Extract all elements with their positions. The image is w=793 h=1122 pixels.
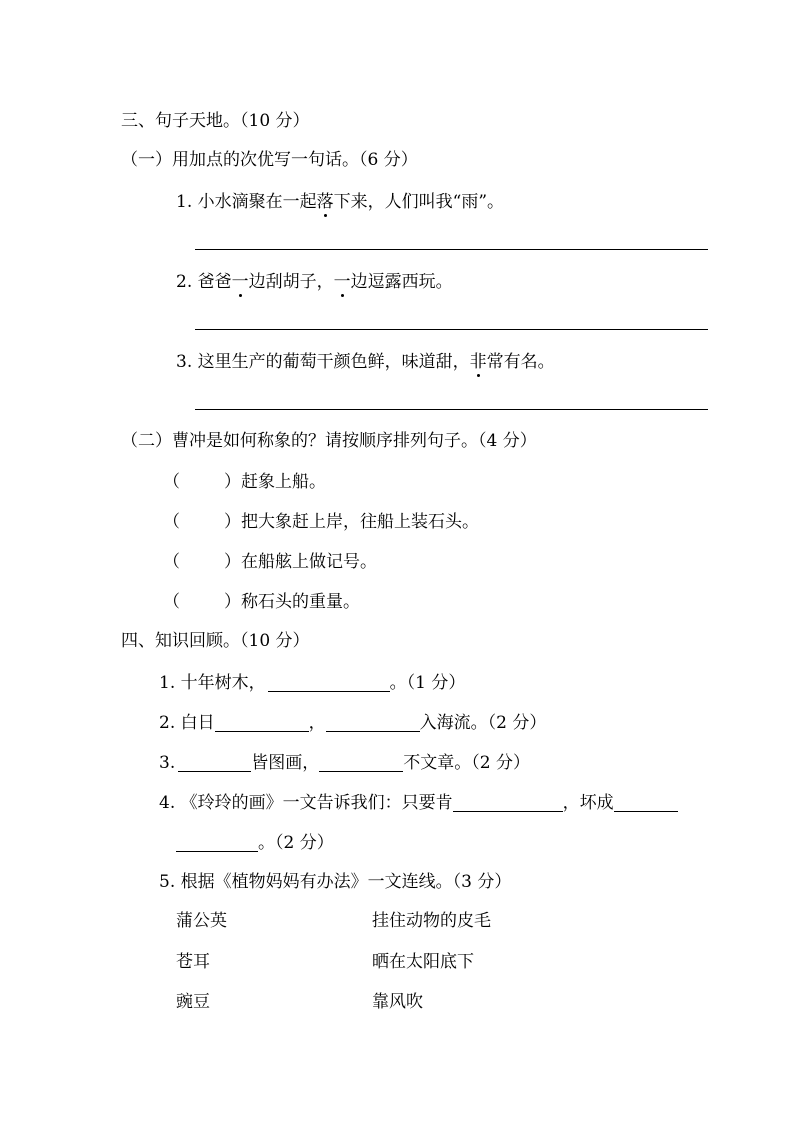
order-item[interactable] [163, 514, 479, 531]
order-box-open: （ [163, 472, 180, 492]
order-box-open: （ [163, 512, 180, 532]
q2-mid: ， [308, 713, 326, 733]
order-item[interactable] [163, 554, 377, 571]
sentence-3-post: 常有名。 [486, 352, 555, 372]
blank[interactable] [176, 834, 258, 852]
recall-question-4-cont [176, 834, 334, 852]
recall-question-5-title: 5. 根据《植物妈妈有办法》一文连线。（3 分） [159, 872, 512, 892]
sentence-1-post: 下来，人们叫我“雨”。 [333, 192, 505, 212]
order-item-text: 称石头的重量。 [241, 592, 360, 612]
blank[interactable] [614, 794, 678, 812]
order-item[interactable] [163, 474, 326, 491]
order-item-text: 在船舷上做记号。 [241, 552, 377, 572]
order-box-close: ） [224, 512, 241, 532]
answer-line-3[interactable] [195, 409, 708, 410]
q4-post: 。（2 分） [258, 833, 334, 853]
blank[interactable] [319, 754, 403, 772]
q4-pre: 4. 《玲玲的画》一文告诉我们：只要肯 [159, 793, 453, 813]
blank[interactable] [326, 714, 420, 732]
order-item-text: 把大象赶上岸，往船上装石头。 [241, 512, 479, 532]
sentence-2-pre: 2. 爸爸 [176, 272, 232, 292]
match-right-item[interactable]: 挂住动物的皮毛 [372, 911, 491, 931]
dotted-char: 一 [231, 272, 249, 292]
blank[interactable] [268, 674, 390, 692]
answer-line-2[interactable] [195, 329, 708, 330]
section-4-title: 四、知识回顾。（10 分） [121, 631, 310, 651]
sentence-3 [176, 354, 555, 371]
blank[interactable] [178, 754, 251, 772]
dotted-char: 落 [316, 192, 334, 212]
sentence-3-pre: 3. 这里生产的葡萄干颜色鲜，味道甜， [176, 352, 470, 372]
order-box-close: ） [224, 592, 241, 612]
sentence-2-mid: 边刮胡子， [248, 272, 334, 292]
order-box-open: （ [163, 552, 180, 572]
order-box-close: ） [224, 552, 241, 572]
dotted-char: 非 [469, 352, 487, 372]
recall-question-1 [159, 674, 465, 692]
match-left-item[interactable]: 蒲公英 [176, 911, 227, 931]
recall-question-2 [159, 714, 546, 732]
recall-question-4 [159, 794, 678, 812]
blank[interactable] [453, 794, 563, 812]
q2-pre: 2. 白日 [159, 713, 215, 733]
section-3-part-1-title: （一）用加点的次优写一句话。（6 分） [121, 150, 418, 170]
sentence-1 [176, 194, 504, 211]
q1-post: 。（1 分） [389, 673, 466, 693]
section-3-title: 三、句子天地。（10 分） [121, 111, 310, 131]
sentence-2-post: 边逗露西玩。 [350, 272, 453, 292]
order-item-text: 赶象上船。 [241, 472, 326, 492]
match-left-item[interactable]: 苍耳 [176, 952, 210, 972]
q4-mid: ，坏成 [562, 793, 614, 813]
answer-line-1[interactable] [195, 249, 708, 250]
blank[interactable] [215, 714, 309, 732]
q3-pre: 3. [159, 753, 176, 773]
order-item[interactable] [163, 594, 360, 611]
q3-post: 不文章。（2 分） [403, 753, 530, 773]
order-box-close: ） [224, 472, 241, 492]
q1-pre: 1. 十年树木， [159, 673, 266, 693]
q2-post: 入海流。（2 分） [419, 713, 547, 733]
q3-mid: 皆图画， [251, 753, 320, 773]
sentence-2 [176, 274, 453, 291]
order-box-open: （ [163, 592, 180, 612]
recall-question-3 [159, 754, 530, 772]
match-right-item[interactable]: 晒在太阳底下 [372, 952, 474, 972]
section-3-part-2-title: （二）曹冲是如何称象的？请按顺序排列句子。（4 分） [121, 431, 537, 451]
match-right-item[interactable]: 靠风吹 [372, 992, 423, 1012]
match-left-item[interactable]: 豌豆 [176, 992, 210, 1012]
sentence-1-pre: 1. 小水滴聚在一起 [176, 192, 317, 212]
dotted-char: 一 [333, 272, 351, 292]
